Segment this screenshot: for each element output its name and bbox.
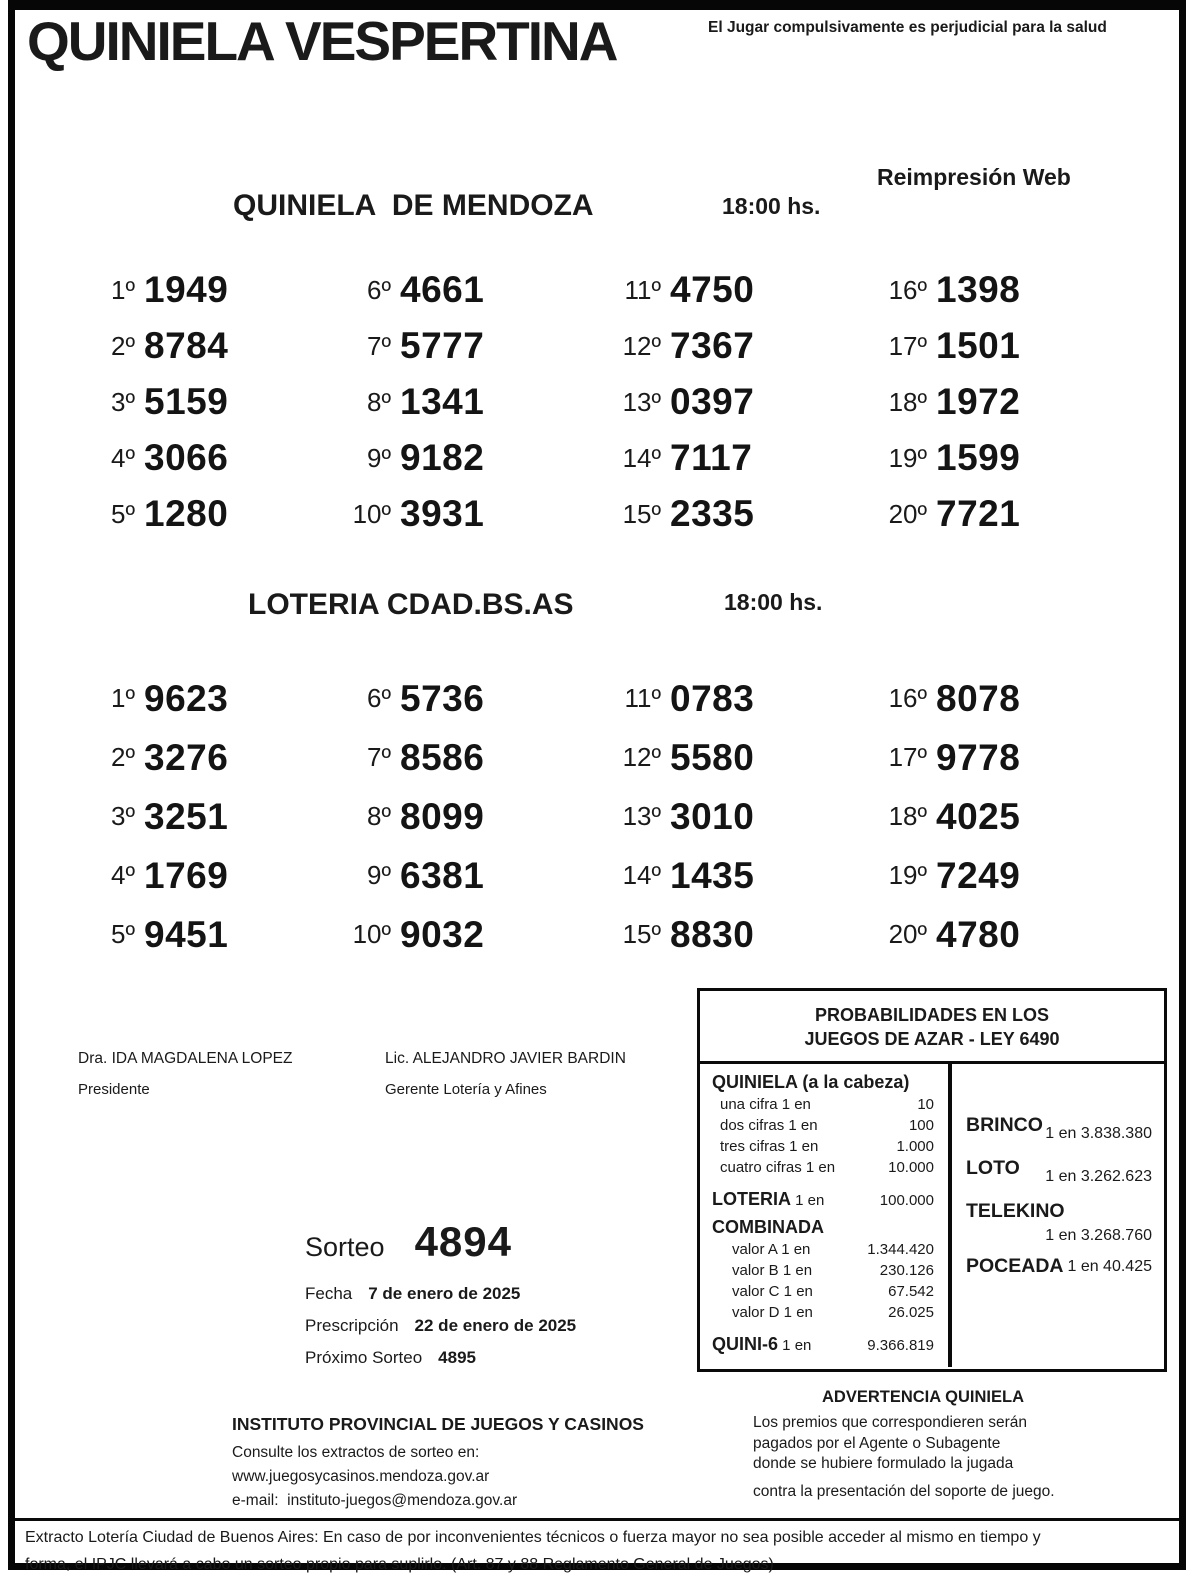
- result-cell: [337, 430, 607, 486]
- draw-date-row: Fecha 7 de enero de 2025: [305, 1278, 576, 1310]
- result-number: 1949: [144, 269, 229, 310]
- result-number: 1280: [144, 493, 229, 534]
- result-number: 8830: [670, 913, 755, 955]
- result-position: 11º: [624, 683, 661, 713]
- result-number: 0397: [670, 381, 755, 422]
- advertencia-title: ADVERTENCIA QUINIELA: [822, 1388, 1024, 1406]
- result-number: 7721: [936, 493, 1021, 534]
- result-position: 8º: [367, 386, 391, 417]
- result-cell: [337, 728, 607, 787]
- signatory-president: [78, 1050, 292, 1098]
- result-position: 4º: [111, 442, 135, 473]
- institute-website: www.juegosycasinos.mendoza.gov.ar: [232, 1468, 490, 1485]
- result-number: 9032: [400, 913, 485, 955]
- result-position: 14º: [622, 860, 661, 890]
- result-cell: [607, 846, 873, 905]
- result-number: 5777: [400, 325, 485, 366]
- result-position: 6º: [367, 683, 391, 713]
- result-position: 16º: [888, 274, 927, 305]
- result-position: 6º: [367, 274, 391, 305]
- result-position: 8º: [367, 801, 391, 831]
- result-cell: [337, 787, 607, 846]
- advertencia-line: donde se hubiere formulado la jugada: [753, 1455, 1014, 1472]
- mendoza-results-grid: [81, 262, 1153, 542]
- result-number: 1398: [936, 269, 1021, 310]
- probability-row: cuatro cifras 1 en 10.000: [720, 1159, 934, 1176]
- result-number: 8078: [936, 677, 1021, 719]
- result-position: 20º: [888, 498, 927, 529]
- footer-note: Extracto Lotería Ciudad de Buenos Aires: En caso de por inconvenientes técnicos o fuerza mayor no sea posible acceder al mismo en tiempo y forma, el IPJC llevará a cabo un sorteo propio para suplirlo. (Art. 87 y 88 Reglamento General de Juegos): [25, 1529, 1041, 1573]
- result-position: 15º: [622, 498, 661, 529]
- institute-consult-text: Consulte los extractos de sorteo en:: [232, 1444, 480, 1461]
- result-cell: [873, 669, 1153, 728]
- next-draw-row: Próximo Sorteo 4895: [305, 1342, 576, 1374]
- prescription-date: 22 de enero de 2025: [414, 1316, 577, 1335]
- probability-row: dos cifras 1 en 100: [720, 1117, 934, 1134]
- result-cell: [607, 486, 873, 542]
- combinada-prob-header: COMBINADA: [712, 1217, 824, 1237]
- quiniela-prob-rows: [712, 1094, 934, 1178]
- result-number: 5736: [400, 677, 485, 719]
- bsas-draw-time: 18:00 hs.: [724, 589, 823, 615]
- result-number: 1501: [936, 325, 1021, 366]
- result-position: 1º: [111, 274, 135, 305]
- result-position: 3º: [111, 801, 135, 831]
- result-cell: [607, 787, 873, 846]
- result-number: 4780: [936, 913, 1021, 955]
- result-number: 1599: [936, 437, 1021, 478]
- probabilities-body: [700, 1064, 1164, 1367]
- result-number: 5159: [144, 381, 229, 422]
- result-cell: [607, 318, 873, 374]
- signatory-manager: [385, 1050, 626, 1098]
- result-position: 5º: [111, 919, 135, 949]
- next-draw-number: 4895: [438, 1348, 476, 1367]
- loto-prob: LOTO 1 en 3.262.623: [966, 1157, 1152, 1185]
- result-position: 20º: [888, 919, 927, 949]
- result-position: 13º: [622, 386, 661, 417]
- result-number: 8586: [400, 736, 485, 778]
- result-position: 10º: [352, 498, 391, 529]
- result-position: 1º: [111, 683, 135, 713]
- draw-number: 4894: [414, 1218, 512, 1265]
- result-cell: [337, 318, 607, 374]
- result-position: 16º: [888, 683, 927, 713]
- result-position: 7º: [367, 330, 391, 361]
- result-cell: [81, 262, 337, 318]
- bsas-section-title: LOTERIA CDAD.BS.AS: [248, 588, 574, 621]
- result-number: 0783: [670, 677, 755, 719]
- probability-row: tres cifras 1 en 1.000: [720, 1138, 934, 1155]
- signatory-role: Gerente Lotería y Afines: [385, 1081, 547, 1098]
- result-position: 19º: [888, 442, 927, 473]
- quiniela-prob-header: QUINIELA (a la cabeza): [712, 1072, 910, 1092]
- result-cell: [81, 669, 337, 728]
- result-number: 7249: [936, 854, 1021, 896]
- probabilities-right-column: [952, 1064, 1164, 1367]
- institute-name: INSTITUTO PROVINCIAL DE JUEGOS Y CASINOS: [232, 1414, 644, 1434]
- result-cell: [607, 669, 873, 728]
- result-cell: [337, 905, 607, 964]
- result-cell: [81, 486, 337, 542]
- draw-date: 7 de enero de 2025: [368, 1284, 521, 1303]
- combinada-prob-rows: [712, 1239, 934, 1323]
- result-cell: [873, 262, 1153, 318]
- result-cell: [81, 787, 337, 846]
- probability-row: valor A 1 en 1.344.420: [732, 1241, 934, 1258]
- result-position: 17º: [888, 330, 927, 361]
- result-number: 4025: [936, 795, 1021, 837]
- result-number: 2335: [670, 493, 755, 534]
- result-position: 2º: [111, 742, 135, 772]
- result-position: 18º: [888, 386, 927, 417]
- advertencia-block: [753, 1388, 1093, 1502]
- reprint-label: Reimpresión Web: [877, 164, 1071, 190]
- page-title: QUINIELA VESPERTINA: [27, 10, 617, 72]
- result-number: 8784: [144, 325, 229, 366]
- probability-row: valor B 1 en 230.126: [732, 1262, 934, 1279]
- result-cell: [607, 374, 873, 430]
- result-cell: [81, 846, 337, 905]
- advertencia-line: Los premios que correspondieren serán: [753, 1414, 1027, 1431]
- result-cell: [873, 905, 1153, 964]
- result-number: 4661: [400, 269, 485, 310]
- result-number: 3931: [400, 493, 485, 534]
- result-cell: [607, 905, 873, 964]
- document-page: [8, 0, 1186, 1573]
- result-number: 9451: [144, 913, 229, 955]
- result-cell: [607, 728, 873, 787]
- result-cell: [607, 262, 873, 318]
- poceada-prob: POCEADA 1 en 40.425: [966, 1255, 1152, 1277]
- signatory-name: Dra. IDA MAGDALENA LOPEZ: [78, 1050, 293, 1067]
- result-number: 7367: [670, 325, 755, 366]
- health-warning-text: El Jugar compulsivamente es perjudicial para la salud: [708, 19, 1107, 36]
- result-cell: [337, 262, 607, 318]
- footer-divider: [15, 1518, 1179, 1521]
- result-cell: [873, 486, 1153, 542]
- result-cell: [337, 486, 607, 542]
- result-position: 12º: [622, 742, 661, 772]
- result-cell: [81, 728, 337, 787]
- signatory-role: Presidente: [78, 1081, 150, 1098]
- result-cell: [337, 374, 607, 430]
- result-number: 7117: [670, 437, 753, 478]
- result-cell: [873, 430, 1153, 486]
- result-cell: [81, 318, 337, 374]
- brinco-prob: BRINCO 1 en 3.838.380: [966, 1114, 1152, 1142]
- result-number: 3276: [144, 736, 229, 778]
- result-position: 12º: [622, 330, 661, 361]
- result-cell: [873, 846, 1153, 905]
- advertencia-line: contra la presentación del soporte de juego.: [753, 1482, 1055, 1500]
- result-number: 1341: [400, 381, 485, 422]
- draw-info-block: [305, 1218, 576, 1374]
- result-position: 9º: [367, 860, 391, 890]
- prescription-date-row: Prescripción 22 de enero de 2025: [305, 1310, 576, 1342]
- probability-row: una cifra 1 en 10: [720, 1096, 934, 1113]
- probability-row: valor D 1 en 26.025: [732, 1304, 934, 1321]
- result-position: 11º: [624, 274, 661, 305]
- result-position: 10º: [352, 919, 391, 949]
- result-number: 3010: [670, 795, 755, 837]
- result-cell: [607, 430, 873, 486]
- result-position: 5º: [111, 498, 135, 529]
- mendoza-draw-time: 18:00 hs.: [722, 193, 821, 219]
- result-position: 9º: [367, 442, 391, 473]
- probabilities-left-column: [700, 1064, 952, 1367]
- probability-row: valor C 1 en 67.542: [732, 1283, 934, 1300]
- institute-email: e-mail: instituto-juegos@mendoza.gov.ar: [232, 1492, 518, 1509]
- probabilities-title: PROBABILIDADES EN LOS JUEGOS DE AZAR - LEY 6490: [700, 991, 1164, 1064]
- result-position: 18º: [888, 801, 927, 831]
- result-cell: [873, 374, 1153, 430]
- result-number: 5580: [670, 736, 755, 778]
- result-cell: [873, 787, 1153, 846]
- result-position: 2º: [111, 330, 135, 361]
- signatory-name: Lic. ALEJANDRO JAVIER BARDIN: [385, 1050, 626, 1067]
- bsas-results-grid: [81, 669, 1153, 964]
- result-number: 1972: [936, 381, 1021, 422]
- draw-number-label: Sorteo: [305, 1232, 385, 1262]
- result-cell: [81, 905, 337, 964]
- result-number: 4750: [670, 269, 755, 310]
- institute-block: [232, 1414, 644, 1513]
- result-position: 4º: [111, 860, 135, 890]
- advertencia-line: pagados por el Agente o Subagente: [753, 1434, 1001, 1452]
- result-position: 15º: [622, 919, 661, 949]
- probabilities-box: [697, 988, 1167, 1372]
- result-position: 7º: [367, 742, 391, 772]
- result-cell: [337, 846, 607, 905]
- result-position: 17º: [888, 742, 927, 772]
- mendoza-section-title: QUINIELA DE MENDOZA: [233, 189, 594, 222]
- result-number: 1769: [144, 854, 229, 896]
- result-cell: [873, 728, 1153, 787]
- result-cell: [81, 430, 337, 486]
- result-cell: [873, 318, 1153, 374]
- quini6-prob-row: QUINI-6 1 en 9.366.819: [712, 1334, 934, 1354]
- result-number: 9623: [144, 677, 229, 719]
- result-number: 9182: [400, 437, 485, 478]
- advertencia-lines: [753, 1413, 1093, 1502]
- result-number: 3251: [144, 795, 229, 837]
- result-number: 9778: [936, 736, 1021, 778]
- result-cell: [337, 669, 607, 728]
- result-number: 3066: [144, 437, 229, 478]
- result-position: 19º: [888, 860, 927, 890]
- loteria-prob-row: LOTERIA 1 en 100.000: [712, 1189, 934, 1209]
- result-cell: [81, 374, 337, 430]
- result-position: 3º: [111, 386, 135, 417]
- telekino-prob: TELEKINO 1 en 3.268.760: [966, 1200, 1152, 1244]
- result-number: 6381: [400, 854, 485, 896]
- result-number: 1435: [670, 854, 755, 896]
- result-position: 13º: [622, 801, 661, 831]
- result-position: 14º: [622, 442, 661, 473]
- result-number: 8099: [400, 795, 485, 837]
